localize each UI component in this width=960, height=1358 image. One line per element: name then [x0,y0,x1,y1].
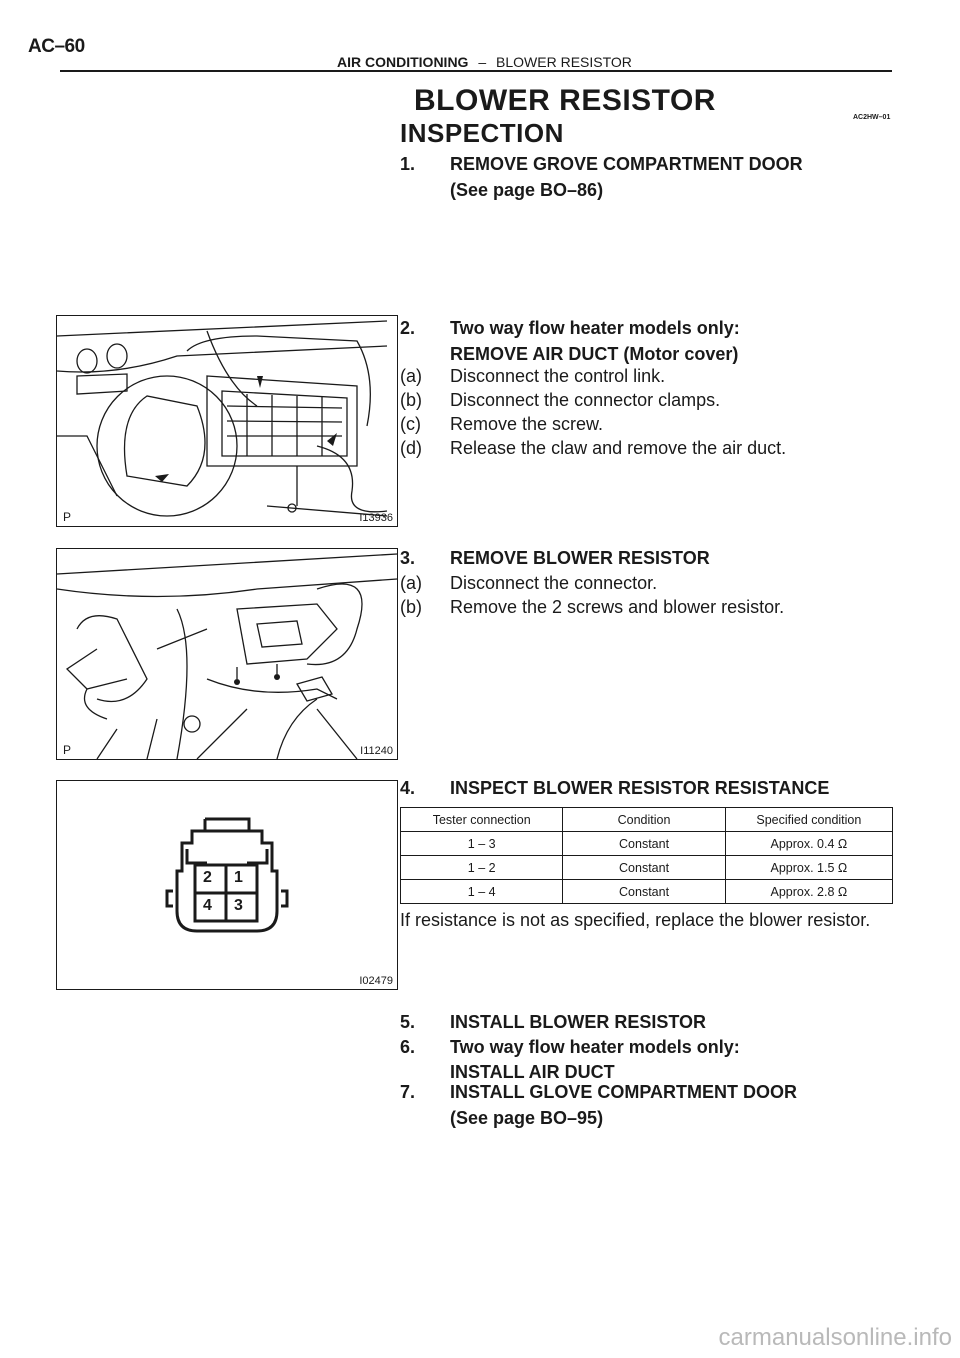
header-section: AIR CONDITIONING [337,54,469,70]
table-cell: 1 – 4 [401,880,563,904]
step-number: 5. [400,1012,416,1032]
substep-label: (b) [400,390,422,410]
table-header-row [401,808,893,832]
step-text: (See page BO–95) [450,1108,604,1128]
step-3 [400,548,880,574]
substep-label: (c) [400,414,421,434]
step-text: REMOVE BLOWER RESISTOR [450,548,710,568]
step-text: REMOVE AIR DUCT (Motor cover) [450,344,739,364]
table-row [401,832,893,856]
header-topic: BLOWER RESISTOR [496,54,632,70]
section-subtitle: INSPECTION [400,118,564,148]
column-header: Tester connection [401,808,563,832]
step-text: REMOVE GROVE COMPARTMENT DOOR [450,154,803,174]
column-header: Specified condition [725,808,892,832]
terminal-1: 1 [234,869,243,886]
step-number: 7. [400,1082,416,1102]
header-rule [60,70,892,72]
substep-2d [400,438,880,462]
table-cell: Approx. 2.8 Ω [725,880,892,904]
terminal-3: 3 [234,897,243,914]
page-title: BLOWER RESISTOR [414,84,716,117]
table-cell: 1 – 3 [401,832,563,856]
step-text: INSTALL AIR DUCT [450,1062,615,1082]
air-duct-illustration [57,316,397,526]
site-watermark: carmanualsonline.info [718,1324,952,1351]
column-header: Condition [563,808,725,832]
running-header [337,54,632,70]
table-row [401,856,893,880]
step-number: 4. [400,778,416,798]
table-row [401,880,893,904]
terminal-4: 4 [203,897,212,914]
substep-text: Release the claw and remove the air duct. [450,438,787,458]
substep-3b [400,597,880,621]
figure-blower-resistor [56,548,398,760]
table-cell: Approx. 0.4 Ω [725,832,892,856]
substep-text: Disconnect the connector clamps. [450,390,721,410]
blower-resistor-illustration [57,549,397,759]
table-cell: Constant [563,880,725,904]
resistance-spec-table [400,807,893,904]
step-1 [400,154,880,210]
substep-text: Disconnect the connector. [450,573,658,593]
terminal-2: 2 [203,869,212,886]
substep-3a [400,573,880,597]
page-code: AC–60 [28,36,85,57]
table-cell: 1 – 2 [401,856,563,880]
table-cell: Constant [563,832,725,856]
step-5 [400,1012,880,1038]
figure-connector [56,780,398,990]
table-cell: Approx. 1.5 Ω [725,856,892,880]
resistance-note: If resistance is not as specified, replace the blower resistor. [400,910,871,930]
substep-label: (a) [400,573,422,593]
step-text: INSPECT BLOWER RESISTOR RESISTANCE [450,778,830,798]
substep-text: Disconnect the control link. [450,366,666,386]
step-number: 6. [400,1037,416,1057]
step-number: 1. [400,154,416,174]
substep-label: (d) [400,438,422,458]
step-number: 3. [400,548,416,568]
figure-air-duct [56,315,398,527]
substep-2c [400,414,880,438]
step-2 [400,318,880,370]
figure-p-mark: P [63,510,72,524]
substep-text: Remove the 2 screws and blower resistor. [450,597,785,617]
step-text: Two way flow heater models only: [450,318,740,338]
step-number: 2. [400,318,416,338]
step-text: INSTALL GLOVE COMPARTMENT DOOR [450,1082,797,1102]
step-text: Two way flow heater models only: [450,1037,740,1057]
step-text: (See page BO–86) [450,180,604,200]
connector-illustration [57,781,397,989]
substep-label: (b) [400,597,422,617]
step-4 [400,778,880,804]
step-text: INSTALL BLOWER RESISTOR [450,1012,707,1032]
figure-p-mark: P [63,743,72,757]
substep-2b [400,390,880,414]
substep-label: (a) [400,366,422,386]
substep-2a [400,366,880,390]
figure-code: I13936 [359,512,393,524]
header-separator: – [478,54,487,70]
document-code: AC2HW–01 [853,114,891,121]
step-7 [400,1082,880,1134]
substep-text: Remove the screw. [450,414,604,434]
figure-code: I11240 [360,745,393,757]
figure-code: I02479 [359,975,393,987]
table-cell: Constant [563,856,725,880]
